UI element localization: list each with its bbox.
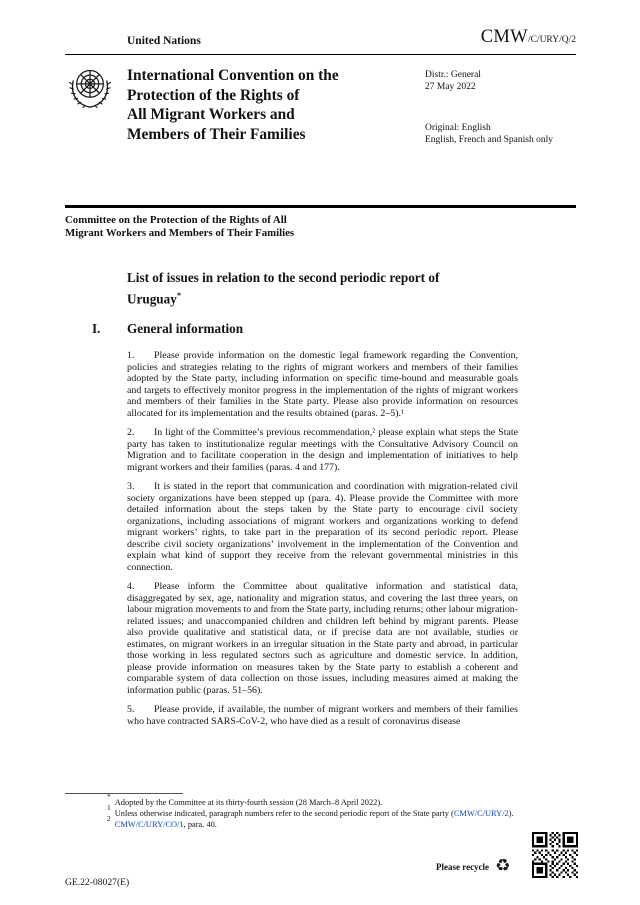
org-name: United Nations: [127, 35, 201, 47]
distribution-info: [425, 69, 577, 147]
section-number: I.: [92, 321, 101, 336]
section-title: General information: [127, 321, 244, 336]
footnote-1-link[interactable]: CMW/C/URY/2: [453, 808, 509, 818]
paragraph-2: [127, 427, 518, 473]
footnote-rule: [65, 793, 183, 794]
document-title-line-2: [127, 287, 537, 308]
document-symbol-prefix: CMW: [480, 27, 528, 47]
paragraph-1-number: 1.: [127, 350, 135, 361]
committee-name-line-2: Migrant Workers and Members of Their Families: [65, 226, 295, 239]
document-title-country: Uruguay: [127, 290, 177, 306]
document-title-line-1: List of issues in relation to the second periodic report of: [127, 270, 440, 285]
distribution-line: Distr.: General: [425, 70, 481, 80]
title-footnote-marker: *: [176, 289, 182, 300]
document-reference-number: GE.22-08027(E): [65, 877, 130, 888]
un-emblem-icon: [65, 63, 115, 113]
masthead-divider-rule: [65, 205, 576, 208]
recycle-label: Please recycle: [436, 861, 490, 872]
footnote-star: [65, 792, 518, 809]
paragraph-5-text: Please provide, if available, the number of migrant workers and members of their families who have contracted SARS-CoV-2, who have died as a result of coronavirus disease: [127, 704, 518, 727]
paragraph-3: [127, 481, 518, 573]
footnote-star-marker: *: [107, 792, 111, 802]
committee-name: [65, 214, 395, 240]
footnote-1: [65, 803, 518, 820]
info-spacer: [425, 94, 577, 122]
footnote-1-marker: 1: [107, 803, 111, 812]
paragraph-4: [127, 581, 518, 696]
paragraph-4-text: Please inform the Committee about qualitative information and statistical data, disaggregated by sex, age, nationality and migration status, and covering the last three years, on labour migration movements to and from the State party, including returns; other labour migration-related issues; and unaccompanied children and children left behind by migrant parents. Please also provide qualitative and statistical data, or if precise data are not available, studies or estimates, on migrant workers in an irregular situation in the State party and abroad, in particular those working in less regulated sectors such as agriculture and domestic service. In addition, please provide information on measures taken by the State party to establish a coherent and comparable system of data collection on those issues, including measures aimed at making the information public (paras. 51–56).: [127, 581, 518, 696]
header-rule: [65, 54, 576, 55]
date-line: 27 May 2022: [425, 82, 476, 93]
paragraph-5: [127, 704, 518, 727]
footnote-1-text-after: ).: [508, 808, 514, 818]
footnote-2-link[interactable]: CMW/C/URY/CO/1: [114, 819, 184, 829]
convention-title-line-1: International Convention on the: [127, 67, 339, 84]
document-title: [127, 269, 537, 307]
recycle-icon: ♻: [495, 856, 511, 876]
footnotes: [65, 792, 518, 830]
paragraph-1-text: Please provide information on the domestic legal framework regarding the Convention, policies and strategies relating to the rights of migrant workers and members of their families adopted by the State party, including information on specific time-bound and measurable goals and targets to effectively monitor progress in the implementation of the rights of migrant workers and members of their families in the State party. Please also provide information on resources allocated for its implementation and the results obtained (paras. 2–5).¹: [127, 350, 518, 419]
recycle-note: [436, 858, 510, 875]
convention-title-line-4: Members of Their Families: [127, 125, 306, 143]
qr-code-icon: [532, 832, 578, 878]
footnote-2-marker: 2: [107, 813, 111, 823]
original-language-line: Original: English: [425, 122, 491, 133]
languages-line: English, French and Spanish only: [425, 135, 553, 146]
paragraph-2-text: In light of the Committee’s previous recommendation,² please explain what steps the State party has taken to institutionalize regular meetings with the Consultative Advisory Council on Migration and to facilitate cooperation in the design and implementation of initiatives to help migrant workers and their families (paras. 4 and 177).: [127, 427, 518, 473]
paragraph-5-number: 5.: [127, 704, 135, 715]
convention-title-line-2: Protection of the Rights of: [127, 86, 300, 104]
paragraph-2-number: 2.: [127, 427, 135, 438]
footnote-star-text: Adopted by the Committee at its thirty-fourth session (28 March–8 April 2022).: [114, 798, 383, 807]
section-heading: [92, 321, 243, 337]
committee-name-line-1: Committee on the Protection of the Rights of All: [65, 214, 287, 226]
footnote-1-text: Unless otherwise indicated, paragraph numbers refer to the second periodic report of the State party (: [114, 808, 454, 818]
body-text: [127, 350, 518, 735]
paragraph-1: [127, 350, 518, 419]
paragraph-3-number: 3.: [127, 481, 135, 492]
paragraph-3-text: It is stated in the report that communication and coordination with migration-related civil society organizations have been stepped up (para. 4). Please provide the Committee with more detailed information about the steps taken by the State party to encourage civil society organizations, including associations of migrant workers and organizations working to defend migrant workers’ rights, to take part in the preparation of its second periodic report. Please describe civil society organizations’ involvement in the implementation of the Convention and explain what kind of support they receive from the relevant governmental ministries in this connection.: [127, 481, 518, 573]
convention-title-line-3: All Migrant Workers and: [127, 106, 295, 123]
document-symbol-suffix: /C/URY/Q/2: [527, 35, 576, 45]
paragraph-4-number: 4.: [127, 581, 135, 592]
convention-title: [127, 66, 427, 144]
footnote-2-text-after: , para. 40.: [183, 819, 217, 829]
document-symbol: [481, 27, 576, 48]
